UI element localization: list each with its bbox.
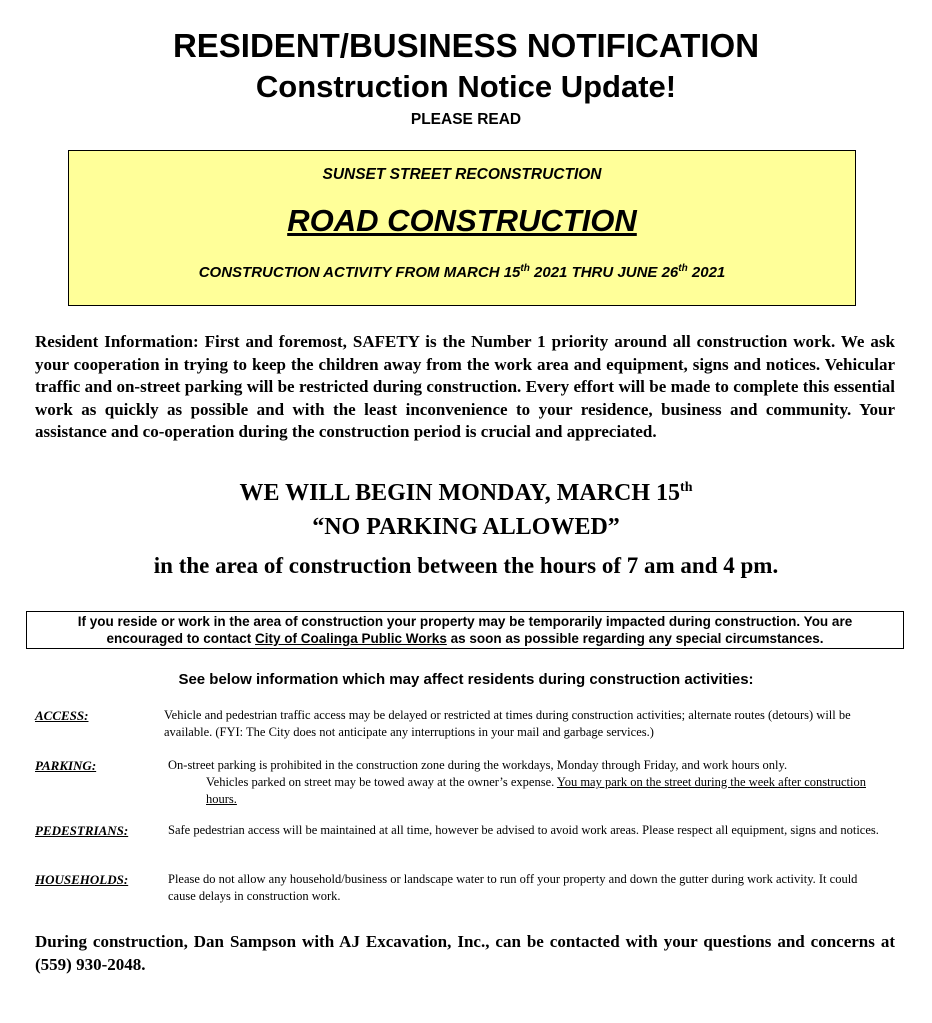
notice-subtitle: Construction Notice Update! [255, 69, 677, 104]
project-name: SUNSET STREET RECONSTRUCTION [322, 166, 602, 183]
parking-text-line2: Vehicles parked on street may be towed away at the owner’s expense. You may park on the street during the week after construction hours. [206, 775, 866, 806]
pedestrians-label: PEDESTRIANS: [35, 823, 129, 838]
households-label: HOUSEHOLDS: [35, 872, 129, 887]
impact-notice-box [26, 611, 904, 649]
work-hours-announcement: in the area of construction between the hours of 7 am and 4 pm. [153, 553, 779, 578]
impact-notice-line2: encouraged to contact City of Coalinga Public Works as soon as possible regarding any special circumstances. [106, 631, 824, 646]
banner-headline: ROAD CONSTRUCTION [287, 203, 637, 238]
parking-label: PARKING: [35, 758, 97, 773]
no-parking-announcement: “NO PARKING ALLOWED” [312, 514, 620, 540]
parking-text [168, 757, 898, 808]
access-text: Vehicle and pedestrian traffic access may be delayed or restricted at times during construction activities; alternate routes (detours) will be available. (FYI: The City does not anticipate any interruptions in your mail and garbage services.) [164, 708, 851, 739]
resident-information: Resident Information: First and foremost, SAFETY is the Number 1 priority around all construction work. We ask your cooperation in trying to keep the children away from the work area and equipment, signs and notices. Vehicular traffic and on-street parking will be restricted during construction. Every effort will be made to complete this essential work as quickly as possible and with the least inconvenience to your residence, business and community. Your assistance and co-operation during the construction period is crucial and appreciated. [35, 332, 895, 441]
notice-title: RESIDENT/BUSINESS NOTIFICATION [172, 27, 760, 64]
contact-information: During construction, Dan Sampson with AJ Excavation, Inc., can be contacted with your questions and concerns at (559) 930-2048. [35, 932, 895, 974]
project-banner [68, 150, 856, 306]
construction-dates: CONSTRUCTION ACTIVITY FROM MARCH 15th 2021 THRU JUNE 26th 2021 [198, 263, 726, 281]
households-text: Please do not allow any household/business or landscape water to run off your property and down the gutter during work activity. It could cause delays in construction work. [168, 872, 858, 903]
impact-notice-line1: If you reside or work in the area of construction your property may be temporarily impacted during construction. You are [77, 614, 853, 629]
public-works-link[interactable]: City of Coalinga Public Works [255, 631, 447, 646]
start-date-announcement: WE WILL BEGIN MONDAY, MARCH 15th [239, 480, 693, 506]
pedestrians-text: Safe pedestrian access will be maintained at all time, however be advised to avoid work areas. Please respect all equipment, signs and notices. [168, 823, 879, 837]
access-label: ACCESS: [35, 708, 89, 723]
parking-text-line1: On-street parking is prohibited in the construction zone during the workdays, Monday through Friday, and work hours only. [168, 758, 788, 772]
please-read-label: PLEASE READ [410, 111, 522, 128]
info-section-heading: See below information which may affect residents during construction activities: [178, 671, 754, 688]
